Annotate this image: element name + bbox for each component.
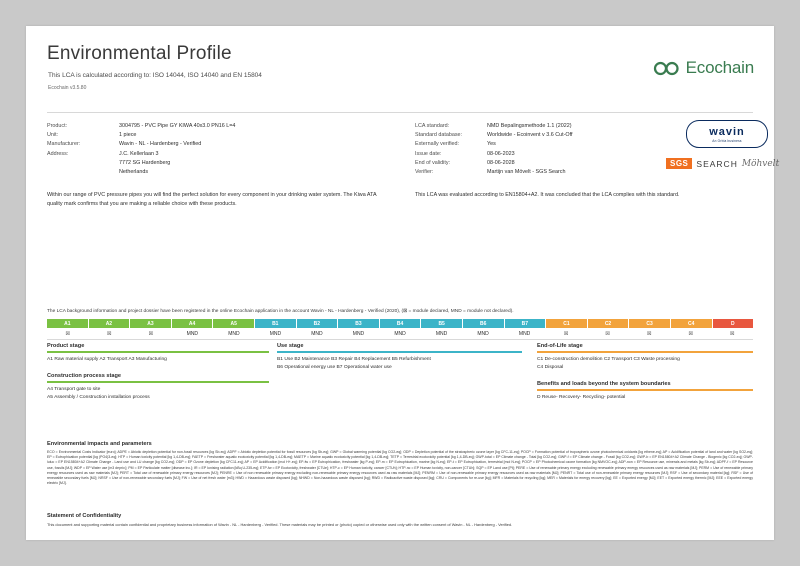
module-mark-d: ☒ [730, 330, 735, 337]
compliance-statement: This LCA was evaluated according to EN15804+A2. It was concluded that the LCA complies with this standard. [415, 192, 680, 198]
eol-stage-modules-1: C1 De-construction demolition C2 Transport C3 Waste processing [537, 357, 680, 362]
infinity-icon [653, 61, 680, 76]
meta-key: Product: [47, 123, 68, 129]
meta-key: End of validity: [415, 159, 451, 166]
header-subtitle: This LCA is calculated according to: ISO 14044, ISO 14040 and EN 15804 [48, 72, 262, 79]
stage-detail [47, 343, 753, 435]
module-mark-b7: MND [518, 330, 531, 337]
meta-key: Unit: [47, 132, 59, 139]
use-stage-modules-1: B1 Use B2 Maintenance B3 Repair B4 Replacement B5 Refurbishment [277, 357, 431, 362]
product-description: Within our range of PVC pressure pipes you will find the perfect solution for every component in your drinking water system. The Kiwa ATA quality mark confirms that you are making a reliable choice with these products. [47, 192, 377, 207]
sgs-logo [666, 158, 780, 169]
benefits-heading: Benefits and loads beyond the system boundaries [537, 381, 671, 387]
meta-value: 08-06-2028 [487, 159, 515, 166]
module-mark-b4: MND [394, 330, 406, 337]
module-code-b5: B5 [421, 319, 463, 328]
module-code-c3: C3 [629, 319, 671, 328]
benefits-bar [537, 389, 753, 391]
page-title: Environmental Profile [47, 43, 232, 64]
module-mark-c1: ☒ [563, 330, 569, 337]
use-stage-heading: Use stage [277, 343, 304, 349]
product-stage-block [47, 343, 269, 402]
product-stage-modules: A1 Raw material supply A2 Transport A3 Manufacturing [47, 357, 167, 362]
meta-value: NMD Bepalingsmethode 1.1 (2022) [487, 123, 572, 129]
module-mark-c3: ☒ [646, 330, 652, 337]
module-code-c1: C1 [546, 319, 588, 328]
module-code-a2: A2 [89, 319, 131, 328]
meta-key: LCA standard: [415, 123, 450, 129]
module-table-header [47, 319, 753, 328]
module-code-a4: A4 [172, 319, 214, 328]
module-mark-a5: MND [228, 330, 240, 337]
meta-key: Issue date: [415, 150, 442, 157]
brand-name: Ecochain [685, 58, 754, 77]
module-code-b2: B2 [297, 319, 339, 328]
app-version: Ecochain v3.5.80 [48, 85, 87, 91]
construction-stage-block [47, 373, 269, 402]
meta-key: Address: [47, 150, 69, 157]
meta-row [415, 150, 655, 159]
module-code-c2: C2 [588, 319, 630, 328]
product-stage-heading: Product stage [47, 343, 85, 349]
meta-row [415, 159, 655, 168]
meta-key: Manufacturer: [47, 141, 81, 148]
meta-value [119, 150, 392, 178]
meta-row [47, 150, 392, 178]
module-mark-c2: ☒ [605, 330, 610, 337]
impacts-abbreviations: ECO = Environmental Costs Indicator [euro]; ADPE = Abiotic depletion potential for non-fossil resources [kg Sb-eq]; ADPF = Abiotic depletion potential for fossil resources [kg Sb-eq]; GWP = Global warming potential [kg CO2-eq]; ODP = Depletion potential of the stratospheric ozone layer [kg CFC-11-eq]; POCP = Formation potential of tropospheric ozone photochemical oxidants [kg ethene-eq]; AP = Acidification potential of land and water [kg SO2-eq]; EP = Eutrophication potential [kg (PO4)3-eq]; HTP = Human toxicity potential [kg 1,4-DB-eq]; FAETP = Freshwater aquatic ecotoxicity potential [kg 1,4-DB-eq]; MAETP = Marine aquatic ecotoxicity potential [kg 1,4-DB-eq]; TETP = Terrestrial ecotoxicity potential [kg 1,4-DB-eq]; GWP-total = EP Climate change - Total [kg CO2-eq]; GWP-f = EP Climate change - Fossil [kg CO2-eq]; GWP-b = EP EN15804+A2 Climate Change - Biogenic [kg CO2-eq]; GWP-luluc = EP EN15804+A2 Climate Change - Land use and LU change [kg CO2-eq]; ODP = EP Ozone depletion [kg CFC11-eq]; AP = EP Acidification [mol H+-eq]; EP-fw = EP Eutrophication, freshwater [kg P-eq]; EP-m = EP Eutrophication, marine [kg N-eq]; EP-t = EP Eutrophication, terrestrial [mol N-eq]; POCP = EP Photochemical ozone formation [kg NMVOC-eq]; ADP-non = EP Resource use, minerals and metals [kg Sb-eq]; ADPF-f = EP Resource use, fossils [MJ]; WDP = EP Water use [m3 depriv.]; PM = EP Particulate matter [disease inc.]; IR = EP Ionising radiation [kBq U-235-eq]; ETP-fw = EP Ecotoxicity, freshwater [CTUe]; HTP-c = EP Human toxicity, cancer [CTUh]; HTP-nc = EP Human toxicity, non-cancer [CTUh]; SQP = EP Land use [Pt]; PERE = Use of renewable primary energy excluding renewable primary energy resources used as raw materials [MJ]; PERM = Use of renewable primary energy resources used as raw materials [MJ]; PERT = Total use of renewable primary energy resources [MJ]; PENRE = Use of non renewable primary energy excluding non-renewable primary energy resources used as raw materials [MJ]; PENRM = Use of non-renewable primary energy resources used as raw materials [MJ]; PENRT = Total use of non-renewable primary energy resources [MJ]; RSF = Use of secondary material [kg]; RSF = Use of renewable secondary fuels [MJ]; NRSF = Use of non-renewable secondary fuels [MJ]; FW = Use of net fresh water [m3]; HWD = Hazardous waste disposed [kg]; NHWD = Non-hazardous waste disposed [kg]; RWD = Radioactive waste disposed [kg]; CRU = Components for re-use [kg]; MFR = Materials for recycling [kg]; MER = Materials for energy recovery [kg]; EE = Exported energy [MJ]; EET = Exported energy thermic [MJ]; EEE = Exported energy electric [MJ]. [47, 450, 753, 486]
metadata-right-column [415, 122, 655, 177]
module-mark-a3: ☒ [148, 330, 154, 337]
sgs-badge: SGS [666, 158, 692, 169]
module-mark-c4: ☒ [688, 330, 693, 337]
sgs-wordmark: SEARCH [696, 158, 738, 169]
ecochain-logo [653, 58, 754, 78]
module-code-c4: C4 [671, 319, 713, 328]
construction-module-a4: A4 Transport gate to site [47, 387, 101, 392]
module-code-b3: B3 [338, 319, 380, 328]
module-code-b1: B1 [255, 319, 297, 328]
registration-note: The LCA background information and project dossier have been registered in the online Ecochain application in the account Wavin - NL - Hardenberg - Verified (2020), (⊠ = module declared, MND = module not declared). [47, 309, 514, 314]
wavin-logo [686, 120, 768, 148]
construction-stage-bar [47, 381, 269, 383]
module-mark-b3: MND [352, 330, 365, 337]
module-code-a3: A3 [130, 319, 172, 328]
module-code-b7: B7 [505, 319, 547, 328]
address-line-2: 7772 SG Hardenberg [119, 159, 171, 166]
module-code-a5: A5 [213, 319, 255, 328]
meta-row [47, 131, 392, 140]
module-mark-b1: MND [269, 330, 282, 337]
meta-row [415, 131, 655, 140]
address-line-1: J.C. Kellerlaan 3 [119, 150, 159, 157]
meta-value: Worldwide - Ecoinvent v 3.6 Cut-Off [487, 132, 573, 139]
meta-key: Externally verified: [415, 141, 460, 148]
meta-row [415, 140, 655, 149]
use-stage-block [277, 343, 522, 372]
module-mark-a1: ☒ [65, 330, 70, 337]
module-code-d: D [713, 319, 754, 328]
verifier-signature: Möhvelt [741, 158, 780, 169]
meta-value: 3004795 - PVC Pipe GY KIWA 40x3.0 PN16 L=4 [119, 123, 236, 129]
wavin-wordmark: wavin [709, 125, 745, 138]
meta-key: Verifier: [415, 169, 434, 176]
use-stage-bar [277, 351, 522, 353]
use-stage-modules-2: B6 Operational energy use B7 Operational water use [277, 365, 392, 370]
module-code-a1: A1 [47, 319, 89, 328]
meta-row [47, 140, 392, 149]
confidentiality-body: This document and supporting material contain confidential and proprietary business information of Wavin - NL - Hardenberg - Verified. These materials may be printed or (photo) copied or otherwise used only with the written consent of Wavin - NL - Hardenberg - Verified. [47, 522, 513, 527]
address-line-3: Netherlands [119, 169, 149, 176]
meta-value: Wavin - NL - Hardenberg - Verified [119, 141, 202, 148]
eol-stage-block [537, 343, 753, 402]
construction-stage-heading: Construction process stage [47, 373, 121, 379]
impacts-section [47, 441, 753, 486]
confidentiality-section [47, 513, 753, 528]
meta-value: Yes [487, 141, 496, 148]
module-table-marks [47, 328, 753, 340]
eol-stage-modules-2: C4 Disposal [537, 365, 564, 370]
wavin-tagline: An Orbia business [712, 138, 742, 143]
metadata-left-column [47, 122, 392, 177]
module-mark-b5: MND [435, 330, 448, 337]
report-header [26, 26, 774, 100]
module-mark-a2: ☒ [107, 330, 112, 337]
meta-key: Standard database: [415, 132, 463, 139]
meta-value: Martijn van Mövelt - SGS Search [487, 169, 566, 176]
module-code-b6: B6 [463, 319, 505, 328]
meta-row [415, 168, 655, 177]
meta-row [415, 122, 655, 131]
meta-value: 08-06-2023 [487, 150, 515, 157]
report-sheet [26, 26, 780, 540]
meta-value: 1 piece [119, 132, 137, 139]
meta-row [47, 122, 392, 131]
module-mark-b6: MND [477, 330, 489, 337]
benefits-block [537, 381, 753, 402]
eol-stage-bar [537, 351, 753, 353]
module-code-b4: B4 [380, 319, 422, 328]
construction-module-a5: A5 Assembly / Construction installation process [47, 395, 150, 400]
confidentiality-heading: Statement of Confidentiality [47, 513, 122, 519]
module-table [47, 319, 753, 340]
product-stage-bar [47, 351, 269, 353]
eol-stage-heading: End-of-Life stage [537, 343, 583, 349]
module-mark-b2: MND [311, 330, 323, 337]
header-divider [47, 112, 753, 113]
benefits-module-d: D Reuse- Recovery- Recycling- potential [537, 395, 626, 400]
impacts-heading: Environmental impacts and parameters [47, 441, 152, 447]
module-mark-a4: MND [186, 330, 199, 337]
